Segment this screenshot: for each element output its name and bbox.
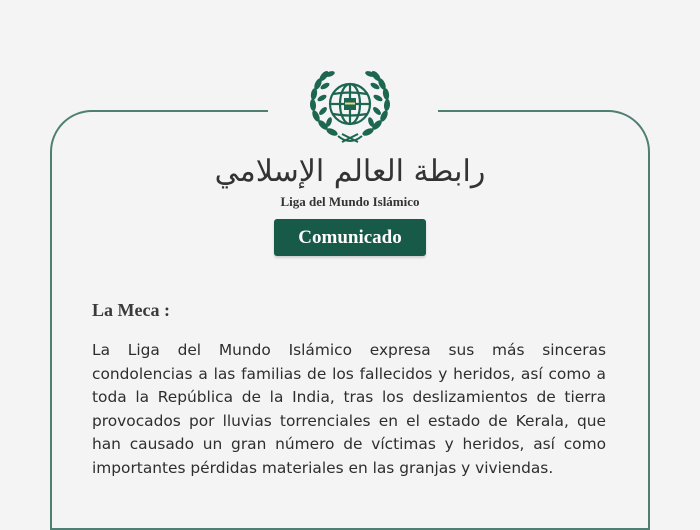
dateline: La Meca : — [92, 300, 170, 320]
communique-badge: Comunicado — [274, 219, 426, 256]
org-name: Liga del Mundo Islámico — [280, 194, 420, 209]
article-body: La Liga del Mundo Islámico expresa sus más sinceras condolencias a las familias de los fallecidos y heridos, así como a toda la República de la India, tras los deslizamientos de tierra provocados por lluvias torrenciales en el estado de Kerala, que han causado un gran número de víctimas y heridos, así como importantes pérdidas materiales en las granjas y viviendas. — [92, 341, 606, 477]
globe-laurel-emblem-icon — [308, 64, 392, 146]
arabic-org-name: رابطة العالم الإسلامي — [214, 154, 486, 189]
